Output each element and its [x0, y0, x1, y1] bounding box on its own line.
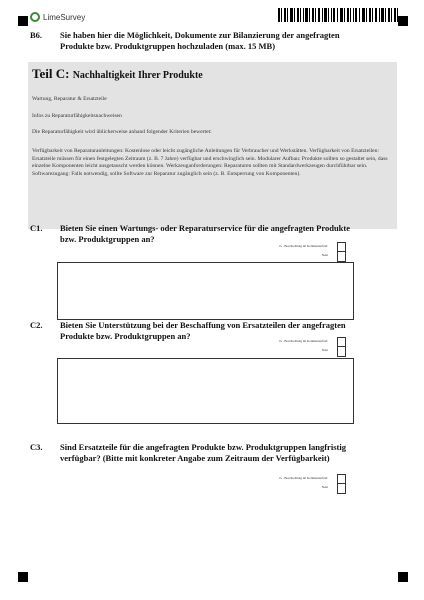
- c3-option-no-label: Nein: [321, 485, 328, 489]
- c3-option-yes-label: Ja - Beschreibung im Kommentarfeld:: [279, 476, 328, 480]
- logo-text: LimeSurvey: [43, 12, 86, 22]
- c3-checkbox-column: [337, 474, 346, 494]
- c2-comment-box[interactable]: [57, 358, 354, 424]
- section-c-title: [32, 66, 203, 82]
- question-text-c1: Bieten Sie einen Wartungs- oder Reparaturservice für die angefragten Produkte bzw. Produktgruppen an?: [60, 223, 350, 244]
- c2-option-no-label: Nein: [321, 348, 328, 352]
- section-c-box: [28, 62, 397, 229]
- c2-checkbox-column: [337, 337, 346, 357]
- question-text-c3: Sind Ersatzteile für die angefragten Produkte bzw. Produktgruppen langfristig verfügbar? (Bitte mit konkreter Angabe zum Zeitraum der Verfügbarkeit): [60, 442, 346, 463]
- c3-checkbox-no[interactable]: [338, 484, 345, 493]
- lime-icon: [30, 12, 40, 22]
- c2-checkbox-no[interactable]: [338, 347, 345, 356]
- question-number-c2: C2.: [30, 320, 43, 330]
- section-line-kriterien: Die Reparaturfähigkeit wird üblicherweise anhand folgender Kriterien bewertet:: [32, 129, 212, 135]
- limesurvey-logo: [30, 12, 85, 22]
- c1-comment-box[interactable]: [57, 262, 354, 320]
- question-text-c2: Bieten Sie Unterstützung bei der Beschaffung von Ersatzteilen der angefragten Produkte bzw. Produktgruppen an?: [60, 320, 346, 341]
- corner-marker-top-right: [398, 16, 408, 26]
- section-line-infos: Infos zu Reparaturfähigkeitsnachweisen: [32, 113, 122, 119]
- section-line-wartung: Wartung, Reparatur & Ersatzteile: [32, 96, 107, 102]
- c1-option-no-label: Nein: [321, 253, 328, 257]
- c2-option-yes-label: Ja - Beschreibung im Kommentarfeld:: [279, 339, 328, 343]
- section-title-sub: Nachhaltigkeit Ihrer Produkte: [72, 70, 203, 81]
- c3-checkbox-yes[interactable]: [338, 475, 345, 484]
- barcode: [278, 8, 398, 22]
- c3-options: [258, 476, 328, 490]
- c2-checkbox-yes[interactable]: [338, 338, 345, 347]
- question-number-c1: C1.: [30, 223, 43, 233]
- c1-checkbox-no[interactable]: [338, 252, 345, 261]
- corner-marker-bottom-right: [398, 572, 408, 582]
- c1-options: [258, 244, 328, 258]
- question-number-b6: B6.: [30, 30, 43, 40]
- c1-checkbox-yes[interactable]: [338, 243, 345, 252]
- c1-checkbox-column: [337, 242, 346, 262]
- question-text-b6: Sie haben hier die Möglichkeit, Dokumente zur Bilanzierung der angefragten Produkte bzw. Produktgruppen hochzuladen (max. 15 MB): [60, 30, 340, 51]
- corner-marker-bottom-left: [18, 572, 28, 582]
- c1-option-yes-label: Ja - Beschreibung im Kommentarfeld:: [279, 244, 328, 248]
- question-number-c3: C3.: [30, 442, 43, 452]
- c2-options: [258, 339, 328, 353]
- section-title-main: Teil C:: [32, 66, 70, 81]
- corner-marker-top-left: [18, 16, 28, 26]
- section-criteria-paragraph: Verfügbarkeit von Reparaturanleitungen: Kostenlose oder leicht zugängliche Anleitungen für Verbraucher und Werkstätten. Verfügbarkeit von Ersatzteilen: Ersatzteile müssen für einen festgelegten Zeitraum (z. B. 7 Jahre) verfügbar und erschwinglich sein. Modularer Aufbau: Produkte sollten so gestaltet sein, dass einzelne Komponenten leicht ausgetauscht werden können. Werkzeuganforderungen: Reparaturen sollten mit Standardwerkzeugen durchführbar sein. Softwarezugang: Falls notwendig, sollte Software zur Reparatur zugänglich sein (z. B. Entsperrung von Komponenten).: [32, 148, 388, 177]
